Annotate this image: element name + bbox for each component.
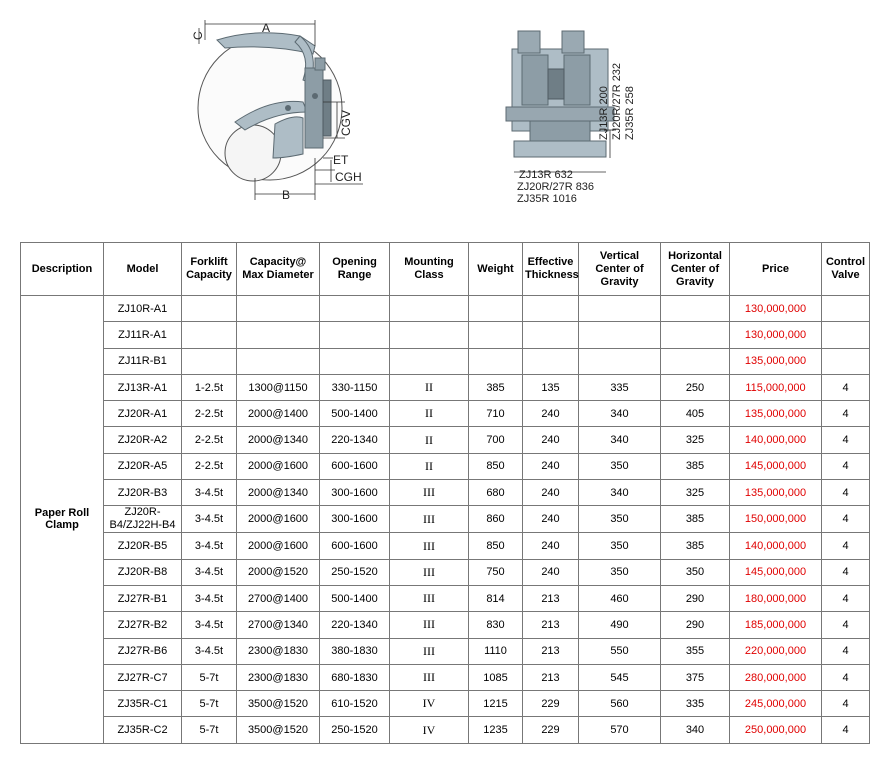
table-cell: 3-4.5t: [182, 480, 237, 506]
col-header: Price: [730, 243, 822, 296]
col-header: Opening Range: [320, 243, 390, 296]
side-dim-zj13r: ZJ13R 200: [598, 86, 610, 140]
table-cell: 2300@1830: [237, 664, 320, 690]
table-cell: 135,000,000: [730, 480, 822, 506]
table-cell: 5-7t: [182, 664, 237, 690]
table-cell: [237, 348, 320, 374]
col-header: Model: [104, 243, 182, 296]
table-cell: ZJ20R-B5: [104, 533, 182, 559]
table-cell: 213: [523, 664, 579, 690]
table-cell: ZJ20R-B8: [104, 559, 182, 585]
table-cell: 240: [523, 401, 579, 427]
table-cell: 380-1830: [320, 638, 390, 664]
table-cell: [661, 348, 730, 374]
table-cell: 2700@1340: [237, 612, 320, 638]
table-row: [21, 506, 870, 533]
table-header-row: [21, 243, 870, 296]
table-cell: [822, 322, 870, 348]
table-cell: 2000@1400: [237, 401, 320, 427]
table-cell: III: [390, 506, 469, 533]
table-cell: 4: [822, 427, 870, 453]
table-cell: 350: [579, 533, 661, 559]
table-cell: 385: [469, 374, 523, 400]
table-cell: ZJ10R-A1: [104, 296, 182, 322]
table-cell: 750: [469, 559, 523, 585]
table-cell: [469, 348, 523, 374]
table-cell: 610-1520: [320, 691, 390, 717]
table-cell: [469, 296, 523, 322]
table-cell: 460: [579, 585, 661, 611]
table-cell: 350: [579, 453, 661, 479]
table-cell: 250: [661, 374, 730, 400]
table-cell: 2-2.5t: [182, 427, 237, 453]
table-cell: 240: [523, 506, 579, 533]
table-cell: [320, 296, 390, 322]
table-cell: [661, 296, 730, 322]
table-cell: 5-7t: [182, 691, 237, 717]
table-cell: 545: [579, 664, 661, 690]
table-cell: III: [390, 559, 469, 585]
table-cell: III: [390, 585, 469, 611]
table-cell: 240: [523, 559, 579, 585]
table-cell: 500-1400: [320, 585, 390, 611]
table-cell: [579, 322, 661, 348]
table-cell: 350: [661, 559, 730, 585]
table-cell: 325: [661, 427, 730, 453]
table-cell: 300-1600: [320, 506, 390, 533]
table-cell: [182, 322, 237, 348]
table-cell: [320, 348, 390, 374]
table-cell: II: [390, 453, 469, 479]
table-cell: [523, 348, 579, 374]
table-cell: ZJ27R-B1: [104, 585, 182, 611]
table-cell: [822, 296, 870, 322]
table-cell: 340: [661, 717, 730, 743]
table-cell: 240: [523, 533, 579, 559]
side-dim-zj20r-27r: ZJ20R/27R 232: [611, 62, 623, 140]
table-cell: 325: [661, 480, 730, 506]
table-cell: 2700@1400: [237, 585, 320, 611]
table-cell: 600-1600: [320, 533, 390, 559]
table-row: [21, 322, 870, 348]
table-cell: 335: [579, 374, 661, 400]
table-cell: [182, 296, 237, 322]
description-cell: Paper Roll Clamp: [21, 296, 104, 744]
table-cell: III: [390, 664, 469, 690]
table-cell: 245,000,000: [730, 691, 822, 717]
table-cell: II: [390, 374, 469, 400]
table-cell: 250-1520: [320, 717, 390, 743]
col-header: Control Valve: [822, 243, 870, 296]
table-cell: 850: [469, 453, 523, 479]
table-row: [21, 612, 870, 638]
table-cell: 1215: [469, 691, 523, 717]
table-cell: 4: [822, 453, 870, 479]
table-cell: [237, 296, 320, 322]
table-row: [21, 374, 870, 400]
table-cell: [182, 348, 237, 374]
table-cell: ZJ20R-B4/ZJ22H-B4: [104, 506, 182, 533]
table-cell: 290: [661, 612, 730, 638]
table-row: [21, 453, 870, 479]
dim-label-c: C: [191, 31, 205, 40]
col-header: Mounting Class: [390, 243, 469, 296]
table-cell: 140,000,000: [730, 533, 822, 559]
table-cell: ZJ27R-B6: [104, 638, 182, 664]
table-cell: 3-4.5t: [182, 506, 237, 533]
table-cell: [237, 322, 320, 348]
table-cell: 3-4.5t: [182, 638, 237, 664]
table-cell: 550: [579, 638, 661, 664]
table-cell: [579, 296, 661, 322]
table-cell: [661, 322, 730, 348]
table-cell: 860: [469, 506, 523, 533]
dim-label-cgh: CGH: [335, 170, 362, 184]
table-cell: 340: [579, 480, 661, 506]
table-cell: 240: [523, 480, 579, 506]
table-cell: 385: [661, 506, 730, 533]
table-cell: [320, 322, 390, 348]
col-header: Effective Thickness: [523, 243, 579, 296]
table-cell: 385: [661, 533, 730, 559]
table-cell: ZJ11R-A1: [104, 322, 182, 348]
side-dim-zj35r: ZJ35R 258: [624, 86, 636, 140]
table-cell: 213: [523, 585, 579, 611]
table-cell: 250,000,000: [730, 717, 822, 743]
table-cell: ZJ20R-A1: [104, 401, 182, 427]
table-cell: 290: [661, 585, 730, 611]
table-cell: 4: [822, 585, 870, 611]
table-cell: III: [390, 480, 469, 506]
table-cell: [390, 322, 469, 348]
dim-label-et: ET: [333, 153, 349, 167]
table-cell: 385: [661, 453, 730, 479]
table-cell: [390, 348, 469, 374]
table-cell: 180,000,000: [730, 585, 822, 611]
table-row: [21, 638, 870, 664]
table-row: [21, 480, 870, 506]
table-cell: 490: [579, 612, 661, 638]
table-cell: 2000@1600: [237, 533, 320, 559]
table-cell: 240: [523, 453, 579, 479]
table-cell: 3-4.5t: [182, 559, 237, 585]
table-cell: 5-7t: [182, 717, 237, 743]
table-cell: 220-1340: [320, 427, 390, 453]
table-cell: 3-4.5t: [182, 585, 237, 611]
table-cell: II: [390, 427, 469, 453]
table-cell: 4: [822, 691, 870, 717]
table-cell: III: [390, 612, 469, 638]
table-body: [21, 296, 870, 744]
table-cell: ZJ35R-C2: [104, 717, 182, 743]
dim-label-b: B: [282, 188, 291, 202]
table-cell: 680: [469, 480, 523, 506]
dim-label-a: A: [262, 21, 271, 35]
table-cell: 4: [822, 480, 870, 506]
table-cell: 1300@1150: [237, 374, 320, 400]
table-cell: 2000@1600: [237, 506, 320, 533]
table-cell: 2000@1520: [237, 559, 320, 585]
table-cell: 300-1600: [320, 480, 390, 506]
table-cell: 213: [523, 612, 579, 638]
table-cell: 850: [469, 533, 523, 559]
table-cell: 1235: [469, 717, 523, 743]
table-cell: 1-2.5t: [182, 374, 237, 400]
col-header: Vertical Center of Gravity: [579, 243, 661, 296]
table-cell: 250-1520: [320, 559, 390, 585]
col-header: Horizontal Center of Gravity: [661, 243, 730, 296]
table-cell: 145,000,000: [730, 453, 822, 479]
table-row: [21, 348, 870, 374]
table-cell: 2-2.5t: [182, 401, 237, 427]
table-cell: 220,000,000: [730, 638, 822, 664]
table-cell: 220-1340: [320, 612, 390, 638]
table-cell: 330-1150: [320, 374, 390, 400]
table-cell: 700: [469, 427, 523, 453]
table-cell: 600-1600: [320, 453, 390, 479]
table-cell: 135: [523, 374, 579, 400]
table-cell: 355: [661, 638, 730, 664]
table-cell: ZJ13R-A1: [104, 374, 182, 400]
table-cell: ZJ27R-C7: [104, 664, 182, 690]
table-row: [21, 401, 870, 427]
table-cell: 2000@1340: [237, 427, 320, 453]
table-row: [21, 296, 870, 322]
table-cell: 213: [523, 638, 579, 664]
table-cell: 830: [469, 612, 523, 638]
table-cell: 680-1830: [320, 664, 390, 690]
table-cell: 340: [579, 427, 661, 453]
spec-table: [20, 242, 870, 744]
diagram-area: [0, 0, 892, 238]
table-cell: 4: [822, 559, 870, 585]
table-cell: 2300@1830: [237, 638, 320, 664]
table-cell: 2-2.5t: [182, 453, 237, 479]
table-cell: 135,000,000: [730, 348, 822, 374]
table-row: [21, 717, 870, 743]
table-cell: IV: [390, 691, 469, 717]
col-header: Forklift Capacity: [182, 243, 237, 296]
table-cell: 1110: [469, 638, 523, 664]
col-header: Weight: [469, 243, 523, 296]
table-cell: 3-4.5t: [182, 612, 237, 638]
table-cell: [523, 322, 579, 348]
table-cell: 710: [469, 401, 523, 427]
table-cell: 335: [661, 691, 730, 717]
table-cell: [469, 322, 523, 348]
table-row: [21, 691, 870, 717]
bottom-dim-zj13r: ZJ13R 632: [519, 169, 573, 181]
table-row: [21, 559, 870, 585]
table-cell: 500-1400: [320, 401, 390, 427]
table-cell: 130,000,000: [730, 296, 822, 322]
table-cell: III: [390, 533, 469, 559]
col-header: Description: [21, 243, 104, 296]
bottom-dim-zj35r: ZJ35R 1016: [517, 193, 577, 205]
table-cell: 1085: [469, 664, 523, 690]
table-cell: 814: [469, 585, 523, 611]
table-cell: 4: [822, 664, 870, 690]
dim-label-cgv: CGV: [339, 109, 353, 136]
table-cell: ZJ11R-B1: [104, 348, 182, 374]
table-cell: 3-4.5t: [182, 533, 237, 559]
table-cell: 350: [579, 506, 661, 533]
table-cell: 240: [523, 427, 579, 453]
table-cell: 4: [822, 401, 870, 427]
table-cell: ZJ20R-A5: [104, 453, 182, 479]
table-row: [21, 533, 870, 559]
table-cell: 570: [579, 717, 661, 743]
table-cell: 130,000,000: [730, 322, 822, 348]
table-cell: ZJ27R-B2: [104, 612, 182, 638]
col-header: Capacity@ Max Diameter: [237, 243, 320, 296]
table-row: [21, 664, 870, 690]
table-cell: III: [390, 638, 469, 664]
table-cell: 185,000,000: [730, 612, 822, 638]
table-cell: 3500@1520: [237, 691, 320, 717]
table-cell: ZJ20R-A2: [104, 427, 182, 453]
table-cell: 135,000,000: [730, 401, 822, 427]
table-cell: 340: [579, 401, 661, 427]
table-cell: 4: [822, 638, 870, 664]
table-cell: 280,000,000: [730, 664, 822, 690]
table-cell: IV: [390, 717, 469, 743]
table-cell: 405: [661, 401, 730, 427]
table-cell: [390, 296, 469, 322]
table-cell: ZJ20R-B3: [104, 480, 182, 506]
table-cell: 375: [661, 664, 730, 690]
table-cell: [579, 348, 661, 374]
table-cell: [822, 348, 870, 374]
table-cell: 2000@1600: [237, 453, 320, 479]
table-row: [21, 427, 870, 453]
table-row: [21, 585, 870, 611]
table-cell: 140,000,000: [730, 427, 822, 453]
table-cell: 4: [822, 374, 870, 400]
table-cell: II: [390, 401, 469, 427]
table-cell: 350: [579, 559, 661, 585]
table-cell: 229: [523, 691, 579, 717]
table-cell: 145,000,000: [730, 559, 822, 585]
table-cell: 150,000,000: [730, 506, 822, 533]
table-cell: 4: [822, 506, 870, 533]
table-cell: 560: [579, 691, 661, 717]
table-cell: [523, 296, 579, 322]
table-cell: 4: [822, 717, 870, 743]
table-cell: 2000@1340: [237, 480, 320, 506]
table-cell: 4: [822, 533, 870, 559]
table-cell: 4: [822, 612, 870, 638]
table-cell: ZJ35R-C1: [104, 691, 182, 717]
table-cell: 3500@1520: [237, 717, 320, 743]
table-cell: 229: [523, 717, 579, 743]
bottom-dim-zj20r-27r: ZJ20R/27R 836: [517, 181, 595, 193]
table-cell: 115,000,000: [730, 374, 822, 400]
